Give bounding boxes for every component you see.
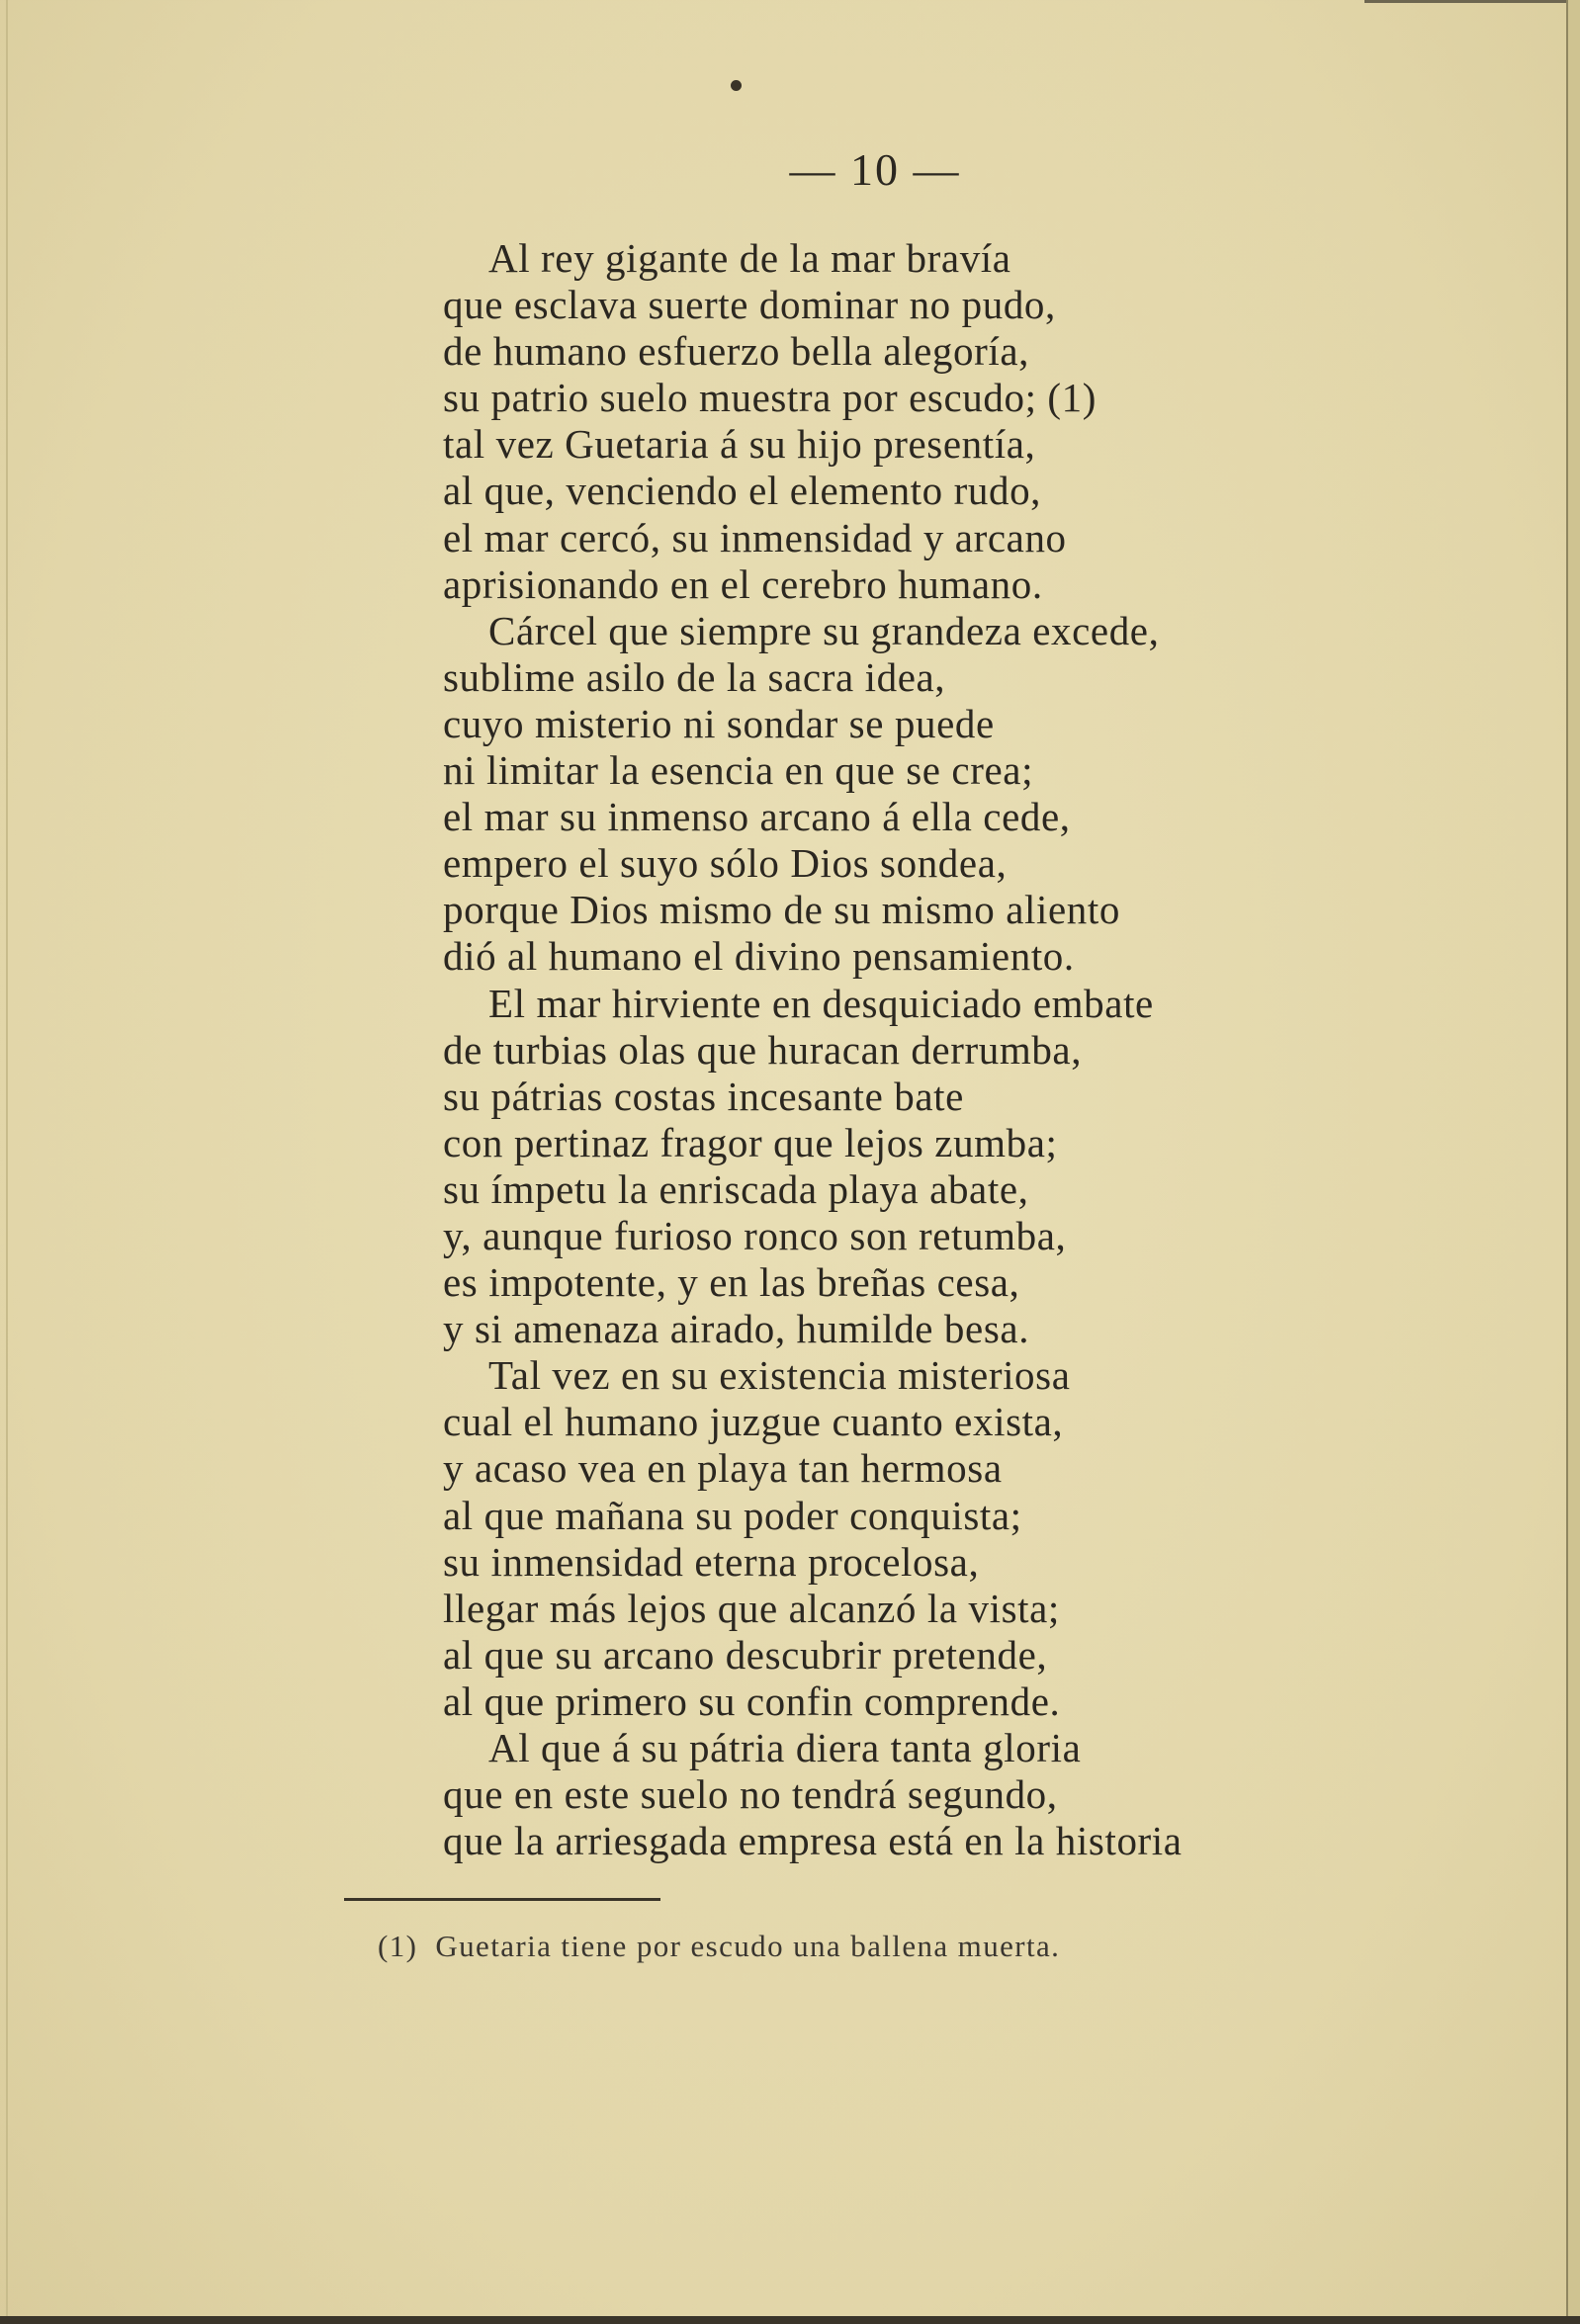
poem-line: que esclava suerte dominar no pudo, <box>443 282 1056 328</box>
page-top-edge <box>1364 0 1580 3</box>
footnote-rule <box>344 1898 660 1901</box>
poem-line: al que, venciendo el elemento rudo, <box>443 468 1042 514</box>
poem-line: es impotente, y en las breñas cesa, <box>443 1259 1020 1306</box>
poem-line: y si amenaza airado, humilde besa. <box>443 1306 1030 1352</box>
poem-line: tal vez Guetaria á su hijo presentía, <box>443 421 1036 468</box>
poem-line: cual el humano juzgue cuanto exista, <box>443 1399 1064 1445</box>
poem-line: dió al humano el divino pensamiento. <box>443 933 1075 980</box>
poem-line: que la arriesgada empresa está en la historia <box>443 1818 1183 1864</box>
poem-line: ni limitar la esencia en que se crea; <box>443 747 1034 794</box>
poem-line: al que primero su confin comprende. <box>443 1678 1061 1724</box>
poem-line: porque Dios mismo de su mismo aliento <box>443 887 1120 933</box>
page-right-edge <box>1566 0 1580 2324</box>
poem-line: y acaso vea en playa tan hermosa <box>443 1445 1003 1492</box>
poem-line: su inmensidad eterna procelosa, <box>443 1538 980 1585</box>
poem-line: El mar hirviente en desquiciado embate <box>488 980 1154 1026</box>
poem-line: de humano esfuerzo bella alegoría, <box>443 328 1029 375</box>
poem-line: su pátrias costas incesante bate <box>443 1073 964 1119</box>
poem-line: y, aunque furioso ronco son retumba, <box>443 1212 1067 1258</box>
poem-line: Tal vez en su existencia misteriosa <box>488 1352 1071 1399</box>
poem-line: empero el suyo sólo Dios sondea, <box>443 840 1008 887</box>
poem-text <box>443 235 1183 1864</box>
page-bottom-edge <box>0 2316 1580 2324</box>
poem-line: al que su arcano descubrir pretende, <box>443 1631 1048 1678</box>
footnote <box>378 1929 1060 1964</box>
poem-line: sublime asilo de la sacra idea, <box>443 653 946 700</box>
poem-line: Al rey gigante de la mar bravía <box>488 235 1011 281</box>
footnote-text: Guetaria tiene por escudo una ballena muerta. <box>435 1929 1061 1963</box>
footnote-mark: (1) <box>378 1929 418 1963</box>
poem-line: llegar más lejos que alcanzó la vista; <box>443 1585 1060 1631</box>
poem-line: cuyo misterio ni sondar se puede <box>443 700 995 746</box>
poem-line: de turbias olas que huracan derrumba, <box>443 1026 1083 1073</box>
poem-line: Al que á su pátria diera tanta gloria <box>488 1725 1082 1770</box>
poem-line: aprisionando en el cerebro humano. <box>443 560 1043 607</box>
page-number: — 10 — <box>789 144 961 195</box>
poem-line: al que mañana su poder conquista; <box>443 1492 1022 1538</box>
poem-line: que en este suelo no tendrá segundo, <box>443 1771 1058 1818</box>
ink-spot <box>731 80 742 91</box>
poem-line: su patrio suelo muestra por escudo; (1) <box>443 375 1097 421</box>
poem-line: el mar su inmenso arcano á ella cede, <box>443 794 1071 840</box>
poem-line: con pertinaz fragor que lejos zumba; <box>443 1119 1058 1165</box>
page-left-edge <box>6 0 8 2324</box>
poem-line: el mar cercó, su inmensidad y arcano <box>443 514 1067 560</box>
poem-line: su ímpetu la enriscada playa abate, <box>443 1165 1029 1212</box>
poem-line: Cárcel que siempre su grandeza excede, <box>488 607 1160 653</box>
